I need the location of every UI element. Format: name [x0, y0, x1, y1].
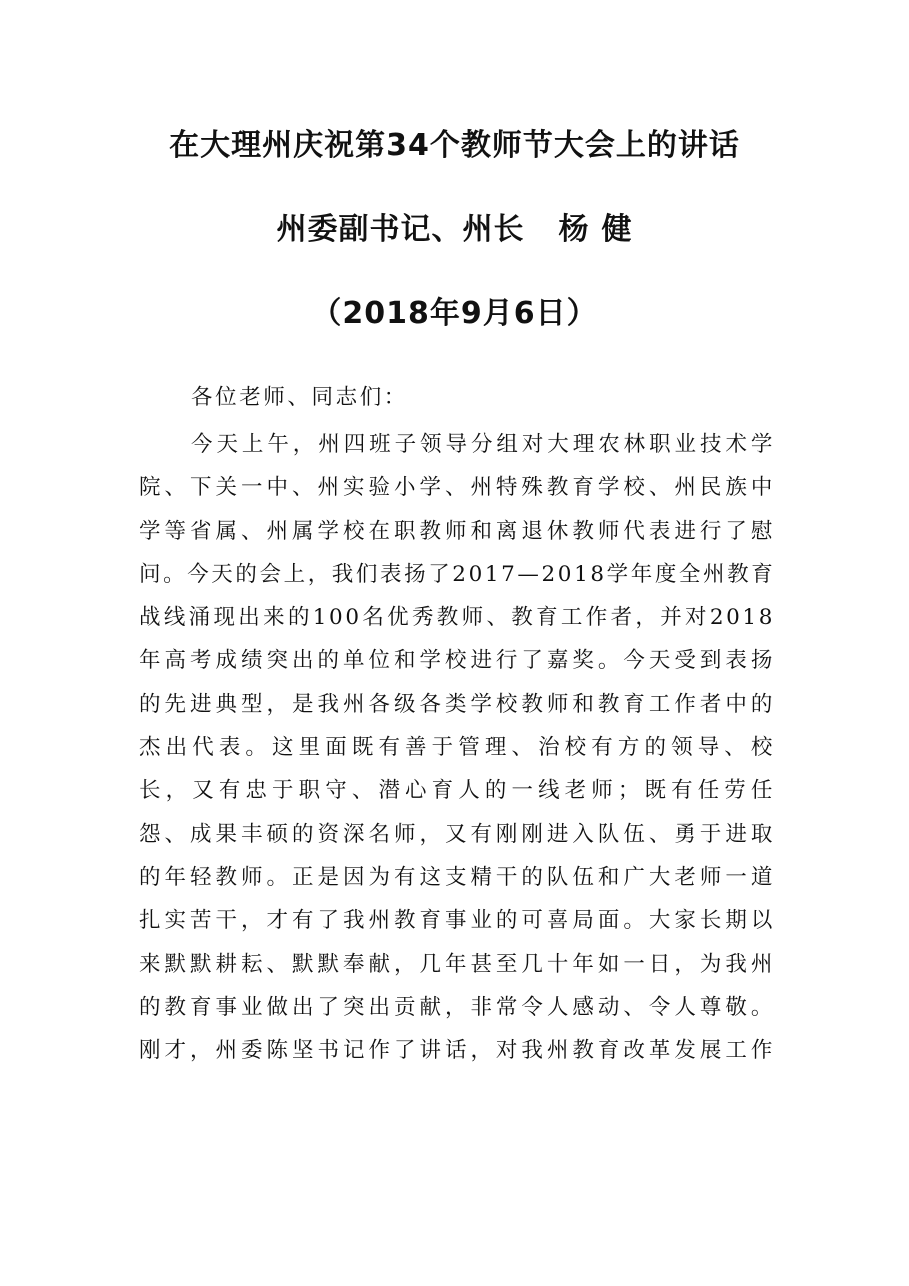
paragraph-line: 的先进典型，是我州各级各类学校教师和教育工作者中的 [139, 691, 775, 717]
body-paragraph [139, 423, 775, 1072]
paragraph-line: 院、下关一中、州实验小学、州特殊教育学校、州民族中 [139, 475, 775, 501]
paragraph-line: 的教育事业做出了突出贡献，非常令人感动、令人尊敬。 [139, 994, 775, 1020]
paragraph-line: 学等省属、州属学校在职教师和离退休教师代表进行了慰 [139, 518, 775, 544]
paragraph-line: 怨、成果丰硕的资深名师，又有刚刚进入队伍、勇于进取 [139, 821, 775, 847]
speaker-title: 州委副书记、州长 [276, 212, 525, 247]
paragraph-line: 年高考成绩突出的单位和学校进行了嘉奖。今天受到表扬 [139, 648, 775, 674]
paragraph-line: 长，又有忠于职守、潜心育人的一线老师；既有任劳任 [139, 778, 775, 804]
speaker-name-first: 杨 [558, 212, 590, 247]
speaker-line [0, 210, 909, 250]
speaker-name-second: 健 [601, 212, 633, 247]
paragraph-line: 战线涌现出来的100名优秀教师、教育工作者，并对2018 [139, 605, 775, 631]
paragraph-line: 刚才，州委陈坚书记作了讲话，对我州教育改革发展工作 [139, 1038, 775, 1064]
paragraph-line: 的年轻教师。正是因为有这支精干的队伍和广大老师一道 [139, 864, 775, 890]
paragraph-line: 问。今天的会上，我们表扬了2017—2018学年度全州教育 [139, 561, 775, 587]
salutation: 各位老师、同志们： [191, 385, 408, 410]
paragraph-line: 杰出代表。这里面既有善于管理、治校有方的领导、校 [139, 735, 775, 761]
document-title: 在大理州庆祝第34个教师节大会上的讲话 [169, 128, 740, 163]
paragraph-line: 来默默耕耘、默默奉献，几年甚至几十年如一日，为我州 [139, 951, 775, 977]
speech-date: （2018年9月6日） [311, 296, 598, 331]
paragraph-line: 扎实苦干，才有了我州教育事业的可喜局面。大家长期以 [139, 908, 775, 934]
paragraph-line: 今天上午，州四班子领导分组对大理农林职业技术学 [191, 432, 775, 457]
